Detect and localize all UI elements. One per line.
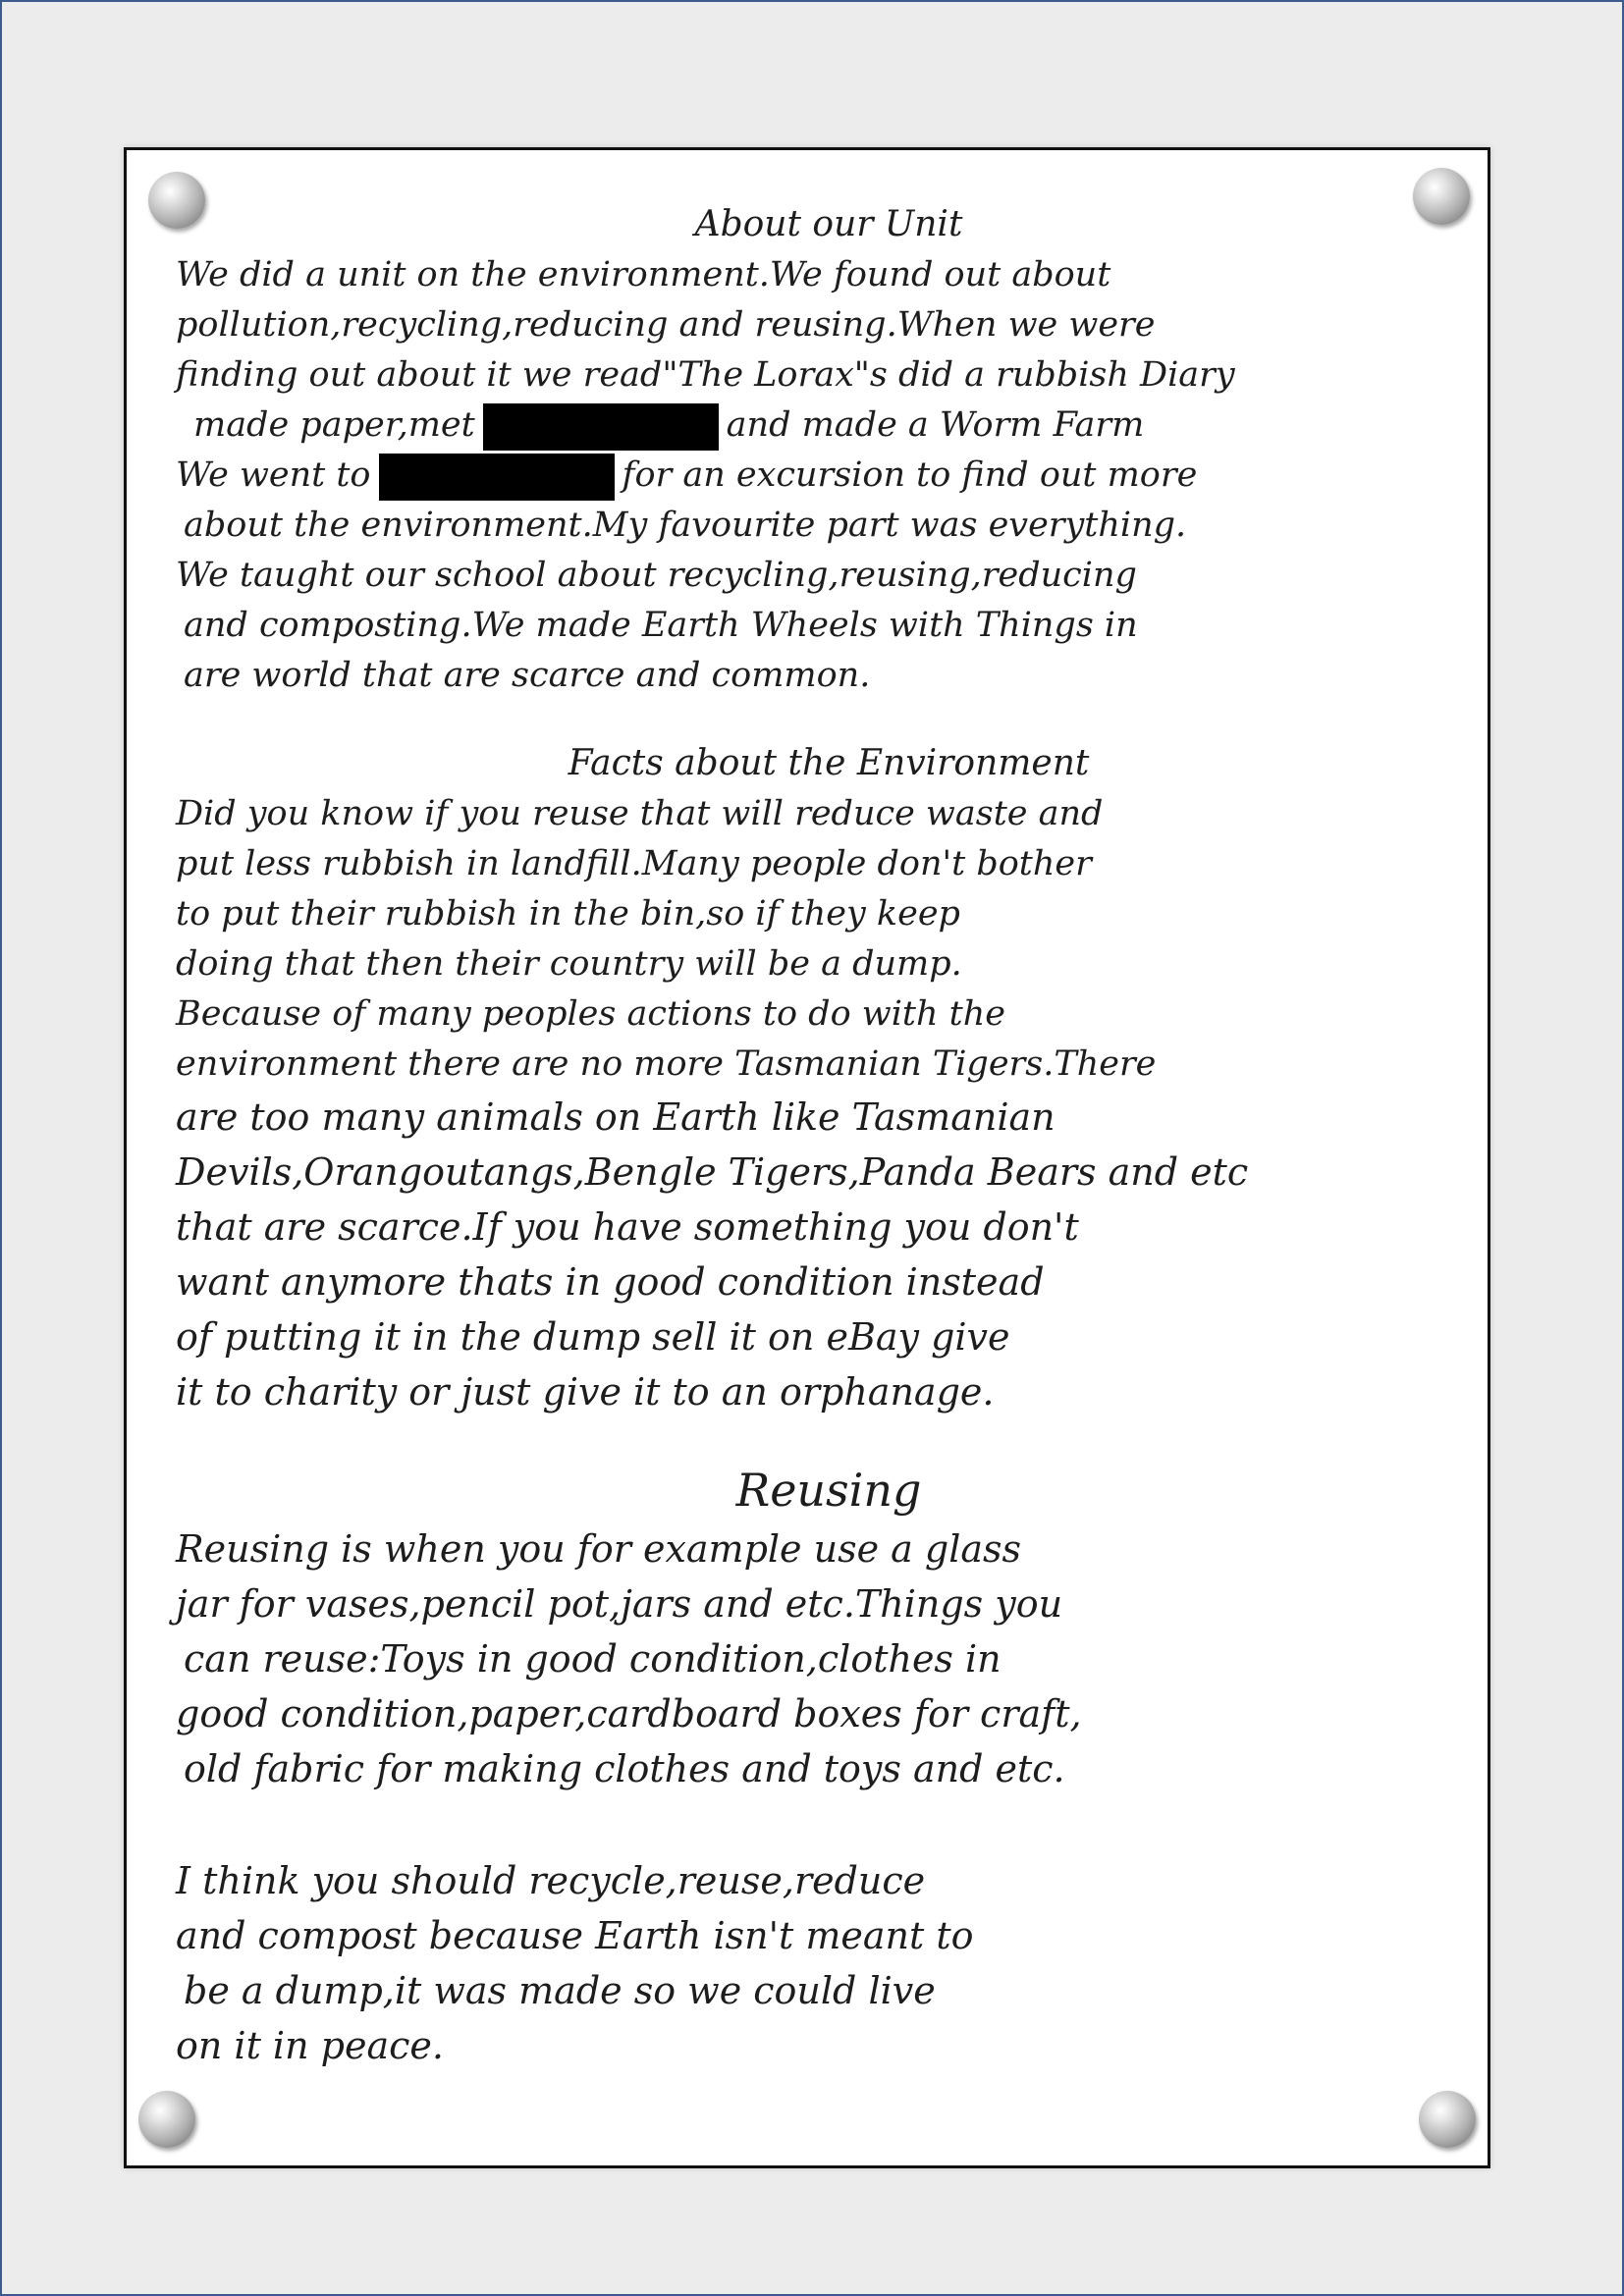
redaction-block: [379, 454, 615, 501]
facts-line: are too many animals on Earth like Tasmanian: [176, 1095, 1056, 1139]
reusing-heading: Reusing: [735, 1464, 922, 1517]
facts-line: Did you know if you reuse that will reduce waste and: [176, 794, 1104, 833]
conclusion-line: be a dump,it was made so we could live: [184, 1969, 936, 2012]
about-line: and composting.We made Earth Wheels with Things in: [184, 606, 1138, 645]
reusing-line: can reuse:Toys in good condition,clothes in: [184, 1637, 1001, 1681]
about-line-text: We went to: [176, 455, 371, 495]
handwritten-poster: [124, 147, 1490, 2168]
about-line: finding out about it we read"The Lorax"s did a rubbish Diary: [176, 355, 1235, 395]
about-line: We taught our school about recycling,reusing,reducing: [176, 556, 1137, 595]
facts-line: to put their rubbish in the bin,so if they keep: [176, 894, 960, 934]
reusing-line: Reusing is when you for example use a glass: [176, 1527, 1022, 1571]
facts-line: Devils,Orangoutangs,Bengle Tigers,Panda Bears and etc: [176, 1150, 1249, 1194]
conclusion-line: I think you should recycle,reuse,reduce: [176, 1859, 926, 1902]
facts-line: put less rubbish in landfill.Many people don't bother: [176, 844, 1092, 883]
reusing-line: good condition,paper,cardboard boxes for craft,: [176, 1692, 1082, 1735]
facts-line: that are scarce.If you have something you don't: [176, 1205, 1079, 1249]
conclusion-line: and compost because Earth isn't meant to: [176, 1914, 974, 1957]
poster-content: [176, 199, 1452, 2073]
conclusion-section: [176, 1853, 1452, 2073]
redaction-block: [483, 403, 719, 451]
about-line: [176, 451, 1452, 501]
about-line-text: for an excursion to find out more: [622, 455, 1198, 495]
about-line: We did a unit on the environment.We found out about: [176, 255, 1111, 294]
conclusion-line: on it in peace.: [176, 2024, 444, 2067]
reusing-section: [176, 1459, 1452, 1796]
about-line-text: and made a Worm Farm: [726, 405, 1145, 445]
facts-line: of putting it in the dump sell it on eBay give: [176, 1315, 1010, 1359]
facts-heading: Facts about the Environment: [568, 743, 1090, 783]
about-line: are world that are scarce and common.: [184, 656, 871, 695]
about-section: [176, 199, 1452, 701]
facts-section: [176, 738, 1452, 1419]
pin-bottom-right-icon: [1419, 2091, 1476, 2148]
facts-line: environment there are no more Tasmanian Tigers.There: [176, 1044, 1157, 1084]
facts-line: want anymore thats in good condition instead: [176, 1260, 1045, 1304]
reusing-line: jar for vases,pencil pot,jars and etc.Things you: [176, 1582, 1063, 1626]
facts-line: Because of many peoples actions to do with the: [176, 994, 1005, 1034]
facts-line: it to charity or just give it to an orphanage.: [176, 1370, 995, 1414]
about-line-text: made paper,met: [193, 405, 475, 445]
about-line: about the environment.My favourite part was everything.: [184, 506, 1187, 545]
about-heading: About our Unit: [694, 204, 963, 244]
reusing-line: old fabric for making clothes and toys and etc.: [184, 1747, 1065, 1790]
about-line: pollution,recycling,reducing and reusing.When we were: [176, 305, 1156, 345]
facts-line: doing that then their country will be a dump.: [176, 944, 962, 984]
pin-bottom-left-icon: [138, 2091, 195, 2148]
about-line: [176, 400, 1452, 451]
